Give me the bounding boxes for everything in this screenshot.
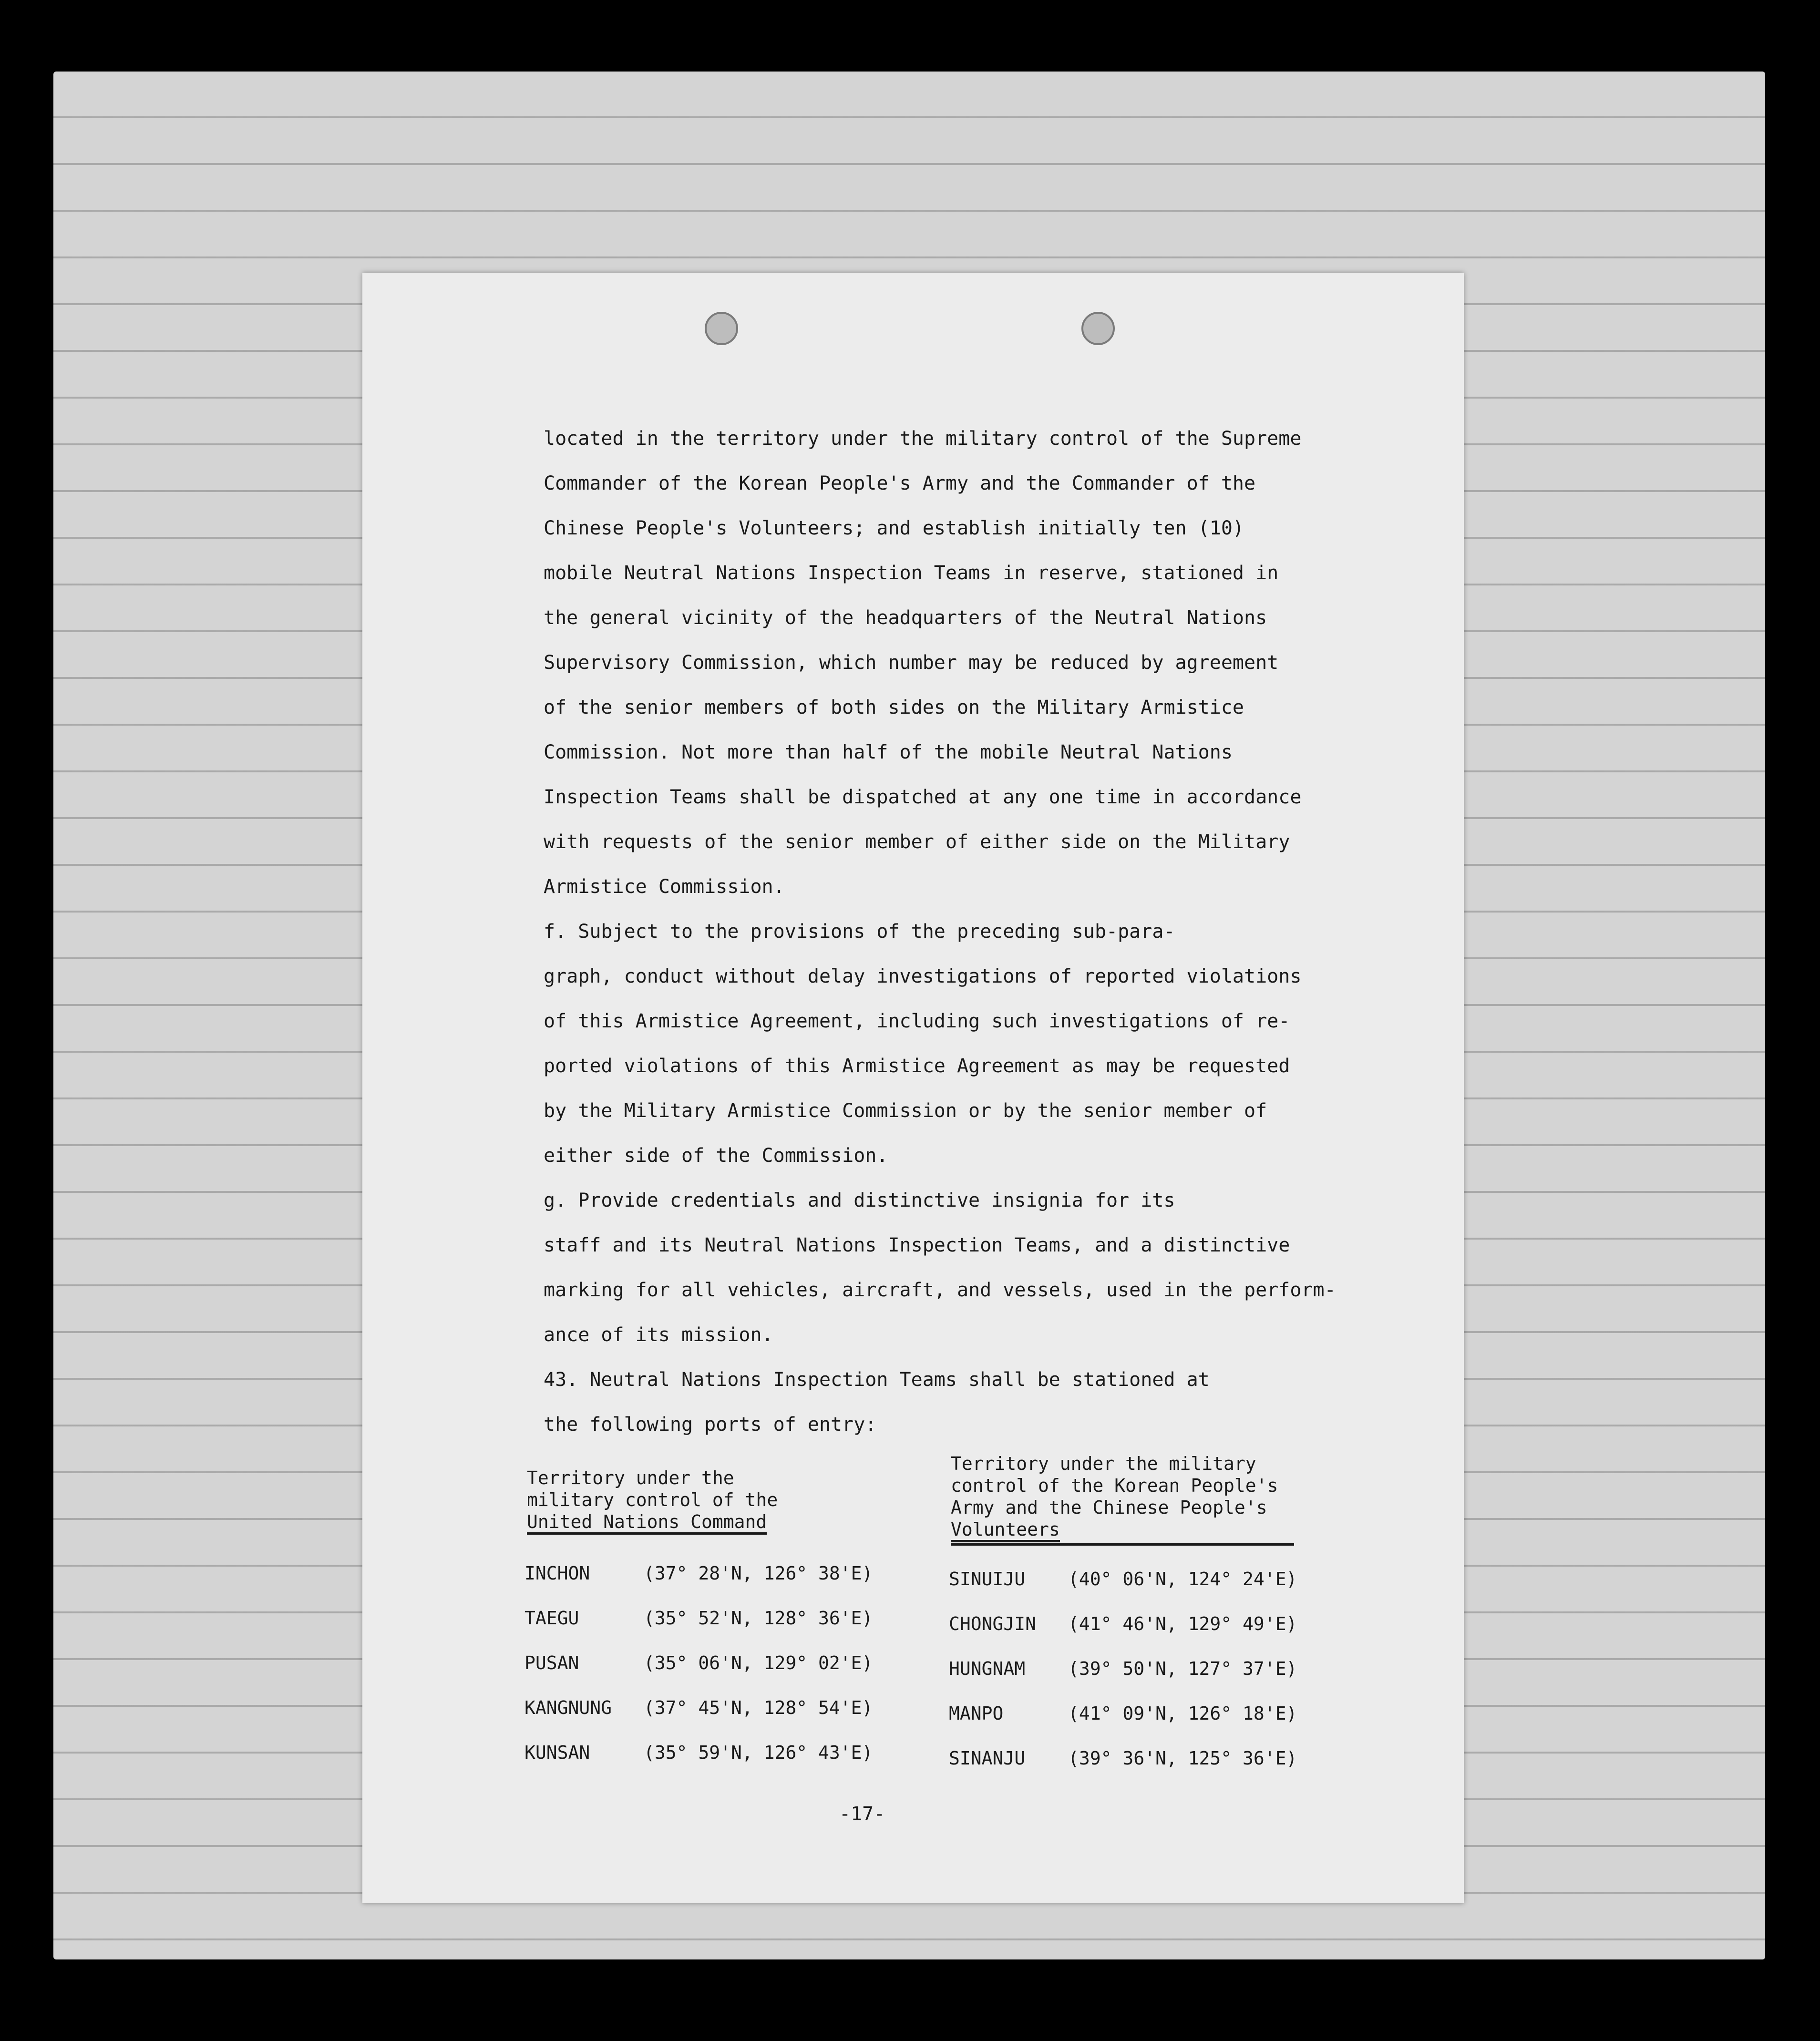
text-line: ance of its mission.: [544, 1324, 773, 1346]
text-line: Armistice Commission.: [544, 876, 785, 898]
text-line: Commission. Not more than half of the mobile Neutral Nations: [544, 741, 1233, 763]
text-line: g. Provide credentials and distinctive insignia for its: [544, 1190, 1175, 1211]
text-line: 43. Neutral Nations Inspection Teams shall be stationed at: [544, 1369, 1210, 1391]
port-name: SINUIJU: [949, 1569, 1026, 1590]
punch-hole-left: [705, 312, 738, 345]
port-coords: (35° 06'N, 129° 02'E): [644, 1652, 873, 1673]
text-line: the general vicinity of the headquarters of the Neutral Nations: [544, 607, 1267, 629]
text-line: the following ports of entry:: [544, 1414, 877, 1436]
text-line: with requests of the senior member of either side on the Military: [544, 831, 1290, 853]
text-line: ported violations of this Armistice Agreement as may be requested: [544, 1055, 1290, 1077]
port-name: KUNSAN: [524, 1742, 590, 1763]
left-column-heading: [527, 1467, 778, 1533]
heading-line: Army and the Chinese People's: [951, 1497, 1267, 1518]
port-name: PUSAN: [524, 1652, 579, 1673]
text-line: Supervisory Commission, which number may be reduced by agreement: [544, 652, 1279, 674]
text-line: graph, conduct without delay investigations of reported violations: [544, 965, 1302, 987]
port-coords: (35° 52'N, 128° 36'E): [644, 1608, 873, 1629]
port-name: KANGNUNG: [524, 1697, 612, 1718]
heading-line: control of the Korean People's: [951, 1475, 1278, 1496]
port-coords: (41° 46'N, 129° 49'E): [1068, 1613, 1297, 1634]
text-line: either side of the Commission.: [544, 1145, 888, 1167]
page-number: -17-: [839, 1803, 885, 1825]
port-name: CHONGJIN: [949, 1613, 1037, 1634]
document-page: [362, 273, 1464, 1903]
port-coords: (41° 09'N, 126° 18'E): [1068, 1703, 1297, 1724]
heading-line: Territory under the military: [951, 1453, 1256, 1474]
port-name: TAEGU: [524, 1608, 579, 1629]
port-coords: (39° 36'N, 125° 36'E): [1068, 1748, 1297, 1769]
text-line: Chinese People's Volunteers; and establish initially ten (10): [544, 517, 1244, 539]
port-row: [949, 1610, 1297, 1637]
heading-underlined: Volunteers: [951, 1519, 1060, 1542]
port-row: [524, 1560, 873, 1587]
port-row: [949, 1566, 1297, 1592]
right-column-heading: [951, 1453, 1278, 1540]
heading-rule: [951, 1543, 1294, 1546]
port-coords: (37° 45'N, 128° 54'E): [644, 1697, 873, 1718]
text-line: f. Subject to the provisions of the preceding sub-para-: [544, 921, 1175, 943]
port-coords: (39° 50'N, 127° 37'E): [1068, 1658, 1297, 1679]
port-row: [524, 1739, 873, 1766]
text-line: by the Military Armistice Commission or by the senior member of: [544, 1100, 1267, 1122]
text-line: Commander of the Korean People's Army and the Commander of the: [544, 472, 1256, 494]
heading-underlined: United Nations Command: [527, 1511, 767, 1535]
port-name: SINANJU: [949, 1748, 1026, 1769]
port-name: HUNGNAM: [949, 1658, 1026, 1679]
text-line: staff and its Neutral Nations Inspection Teams, and a distinctive: [544, 1234, 1290, 1256]
port-name: INCHON: [524, 1563, 590, 1584]
text-line: mobile Neutral Nations Inspection Teams in reserve, stationed in: [544, 562, 1279, 584]
text-line: of this Armistice Agreement, including such investigations of re-: [544, 1010, 1290, 1032]
port-coords: (35° 59'N, 126° 43'E): [644, 1742, 873, 1763]
text-line: marking for all vehicles, aircraft, and vessels, used in the perform-: [544, 1279, 1336, 1301]
heading-line: military control of the: [527, 1489, 778, 1510]
port-row: [524, 1694, 873, 1721]
text-line: Inspection Teams shall be dispatched at any one time in accordance: [544, 786, 1302, 808]
port-row: [949, 1655, 1297, 1682]
port-row: [524, 1650, 873, 1676]
port-row: [524, 1605, 873, 1631]
punch-hole-right: [1081, 312, 1115, 345]
port-coords: (40° 06'N, 124° 24'E): [1068, 1569, 1297, 1590]
text-line: located in the territory under the military control of the Supreme: [544, 428, 1302, 450]
port-row: [949, 1700, 1297, 1727]
heading-line: Territory under the: [527, 1467, 734, 1488]
port-row: [949, 1745, 1297, 1772]
port-coords: (37° 28'N, 126° 38'E): [644, 1563, 873, 1584]
text-line: of the senior members of both sides on the Military Armistice: [544, 697, 1244, 718]
port-name: MANPO: [949, 1703, 1004, 1724]
